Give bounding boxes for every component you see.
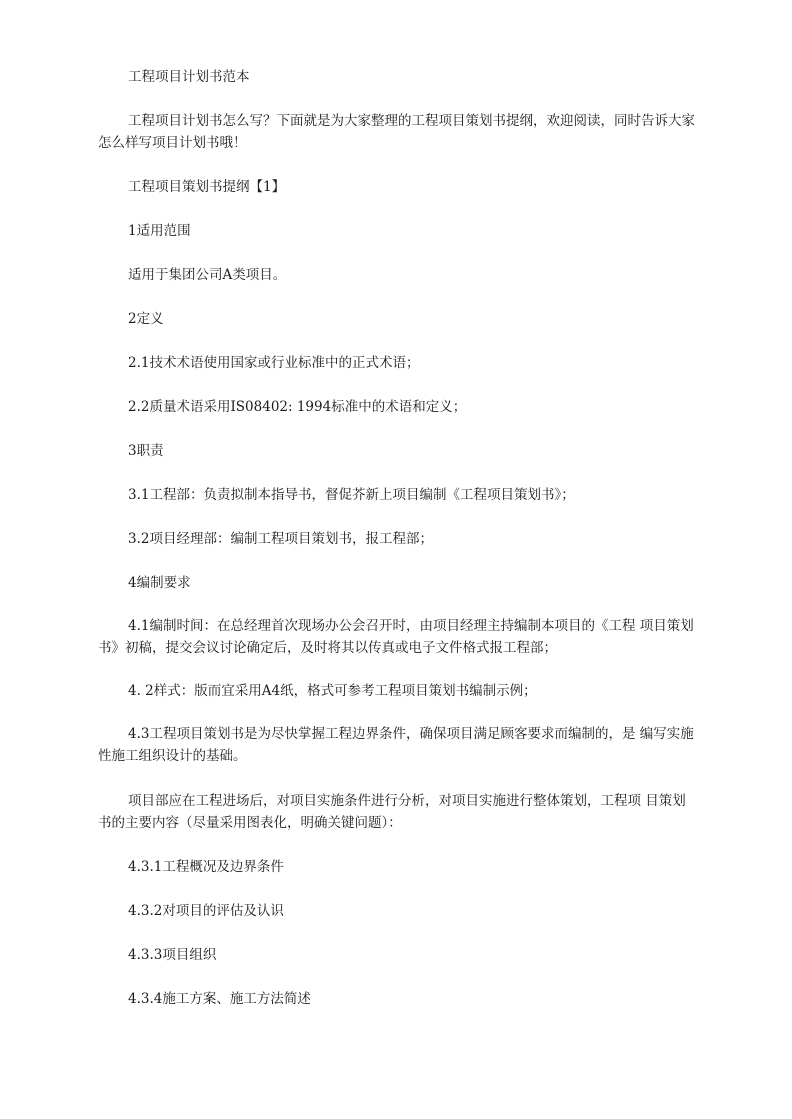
paragraph-scope: 适用于集团公司A类项目。 [128,267,287,283]
intro-paragraph: 工程项目计划书怎么写？下面就是为大家整理的工程项目策划书提纲，欢迎阅读，同时告诉大家怎么样写项目计划书哦！ [98,113,695,151]
heading-responsibilities: 3职责 [128,443,164,459]
paragraph-4-1: 4.1编制时间：在总经理首次现场办公会召开时，由项目经理主持编制本项目的《工程 项目策划书》初稿，提交会议讨论确定后，及时将其以传真或电子文件格式报工程部； [98,618,694,656]
paragraph-4-3-3: 4.3.3项目组织 [128,947,217,963]
paragraph-4-3-2: 4.3.2对项目的评估及认识 [128,903,284,919]
document-title: 工程项目计划书范本 [128,69,250,85]
heading-definitions: 2定义 [128,311,164,327]
paragraph-4-3: 4.3工程项目策划书是为尽快掌握工程边界条件，确保项目满足顾客要求而编制的，是 编写实施性施工组织设计的基础。 [98,726,694,764]
paragraph-4-3-4: 4.3.4施工方案、施工方法简述 [128,991,311,1007]
paragraph-3-1: 3.1工程部：负责拟制本指导书，督促芥新上项目编制《工程项目策划书》； [128,487,575,503]
paragraph-3-2: 3.2项目经理部：编制工程项目策划书，报工程部； [128,531,433,547]
heading-scope: 1适用范围 [128,223,191,239]
paragraph-4-3-1: 4.3.1工程概况及边界条件 [128,859,284,875]
heading-requirements: 4编制要求 [128,575,191,591]
paragraph-4-2: 4. 2样式：版而宜采用A4纸，格式可参考工程项目策划书编制示例； [128,683,537,699]
section-heading: 工程项目策划书提纲【1】 [128,179,286,195]
paragraph-2-1: 2.1技术术语使用国家或行业标准中的正式术语； [128,355,420,371]
paragraph-project-dept: 项目部应在工程进场后，对项目实施条件进行分析，对项目实施进行整体策划，工程项 目策划书的主要内容（尽量采用图表化，明确关键问题）： [98,793,686,831]
paragraph-2-2: 2.2质量术语采用IS08402: 1994标准中的术语和定义； [128,399,467,415]
